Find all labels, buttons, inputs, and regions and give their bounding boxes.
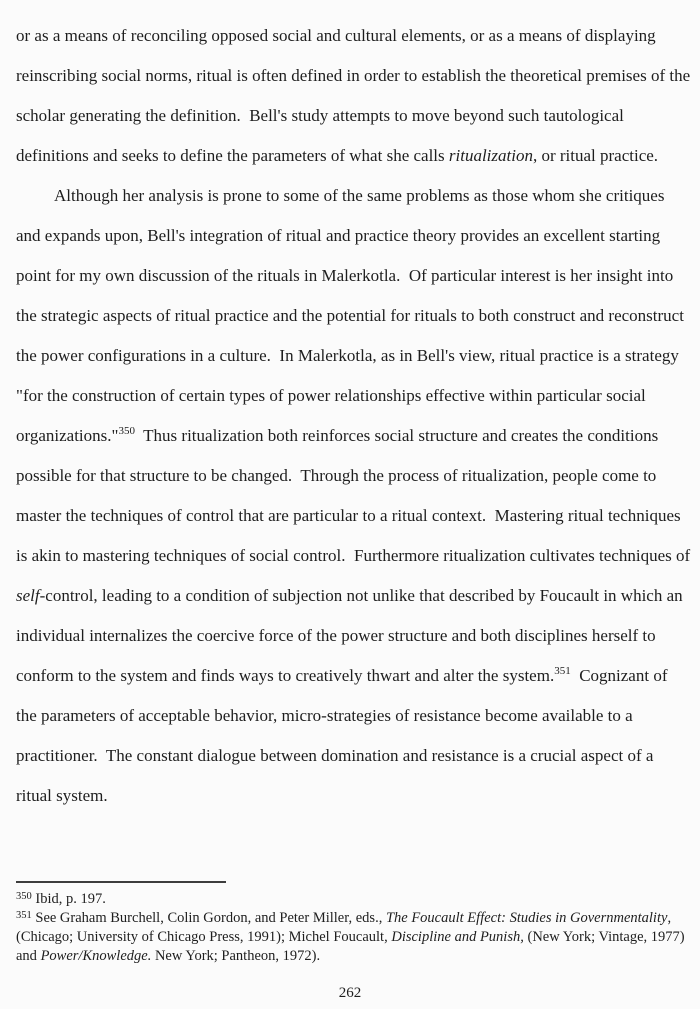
body-paragraph-1: or as a means of reconciling opposed social and cultural elements, or as a means of displaying reinscribing social norms, ritual is often defined in order to establish the theoretical premises of the scholar generating the definition. Bell's study attempts to move beyond such tautological definitions and seeks to define the parameters of what she calls ritualization, or ritual practice.	[16, 26, 695, 165]
footnote-350-text: Ibid, p. 197.	[31, 891, 106, 907]
footnote-separator-rule	[16, 881, 226, 883]
body-paragraph-2: Although her analysis is prone to some of the same problems as those whom she critiques and expands upon, Bell's integration of ritual and practice theory provides an excellent starting point for my own discussion of the rituals in Malerkotla. Of particular interest is her insight into the strategic aspects of ritual practice and the potential for rituals to both construct and reconstruct the power configurations in a culture. In Malerkotla, as in Bell's view, ritual practice is a strategy "for the construction of certain types of power relationships effective within particular social organizations."$^{350}$ Thus ritualization both reinforces social structure and creates the conditions possible for that structure to be changed. Through the process of ritualization, people come to master the techniques of control that are particular to a ritual context. Mastering ritual techniques is akin to mastering techniques of social control. Furthermore ritualization cultivates techniques of self-control, leading to a condition of subjection not unlike that described by Foucault in which an individual internalizes the coercive force of the power structure and both disciplines herself to conform to the system and finds ways to creatively thwart and alter the system.$^{351}$ Cognizant of the parameters of acceptable behavior, micro-strategies of resistance become available to a practitioner. The constant dialogue between domination and resistance is a crucial aspect of a ritual system.	[16, 186, 695, 805]
page-number: 262	[338, 985, 362, 1001]
footnote-section	[16, 881, 692, 966]
footnote-350	[16, 890, 692, 909]
footnote-marker-350: 350	[16, 891, 32, 902]
footnote-351	[16, 909, 692, 966]
footnote-351-text: See Graham Burchell, Colin Gordon, and Peter Miller, eds., The Foucault Effect: Studies in Governmentality, (Chicago; University of Chicago Press, 1991); Michel Foucault, Discipline and Punish, (New York; Vintage, 1977) and Power/Knowledge. New York; Pantheon, 1972).	[16, 910, 689, 964]
footnote-marker-351: 351	[16, 910, 32, 921]
page-body	[16, 16, 695, 816]
